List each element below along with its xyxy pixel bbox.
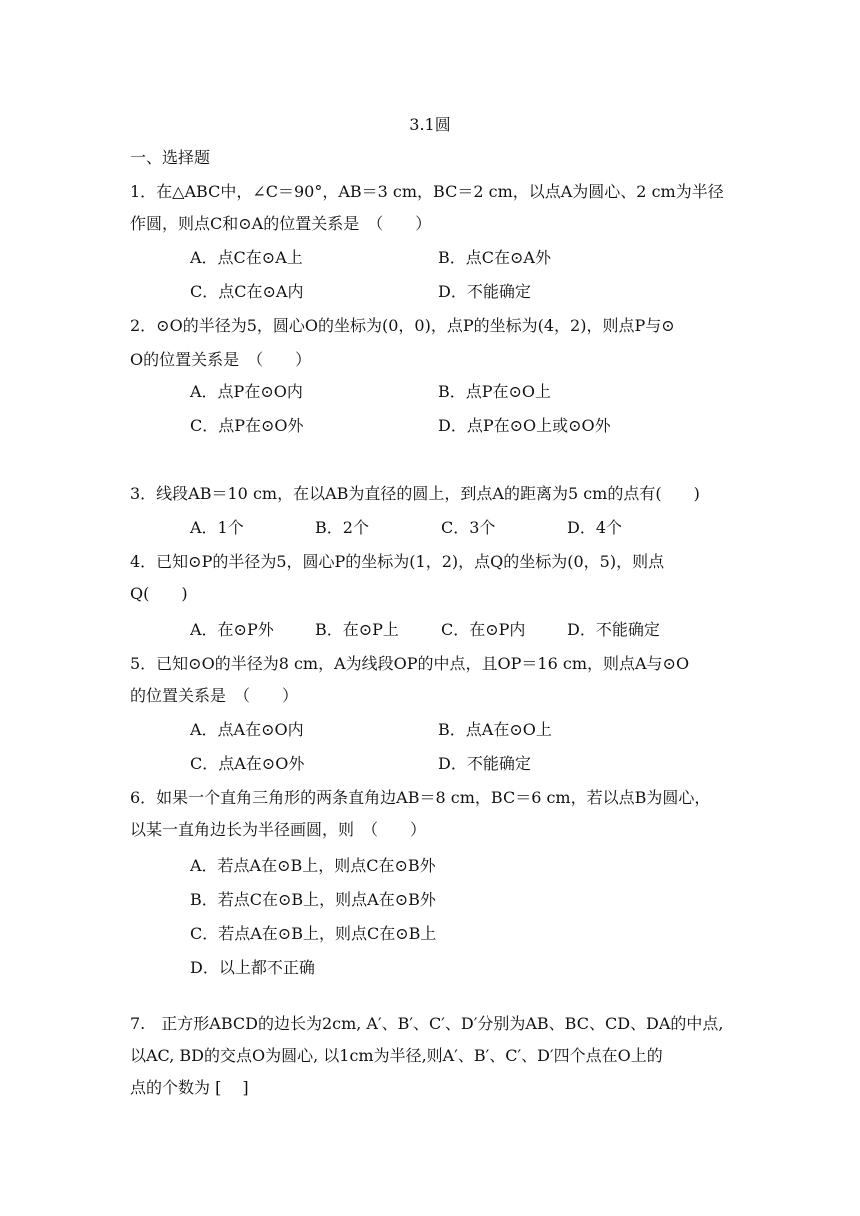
question-7-line-2: 以AC, BD的交点O为圆心, 以1cm为半径,则A′、B′、C′、D′四个点在O上的 <box>130 1046 663 1065</box>
question-3-option-b: B．2个 <box>315 518 369 537</box>
question-4-option-a: A．在⊙P外 <box>190 620 274 639</box>
question-5-line-2: 的位置关系是 （ ） <box>130 686 299 705</box>
question-2-option-b: B．点P在⊙O上 <box>438 382 552 401</box>
question-1-line-1: 1．在△ABC中，∠C＝90°，AB＝3 cm，BC＝2 cm，以点A为圆心、2 cm为半径 <box>130 182 724 201</box>
question-1-option-a: A．点C在⊙A上 <box>190 248 303 267</box>
question-6-line-2: 以某一直角边长为半径画圆，则 （ ） <box>130 820 427 839</box>
question-6-line-1: 6．如果一个直角三角形的两条直角边AB＝8 cm，BC＝6 cm，若以点B为圆心， <box>130 788 711 807</box>
question-6-option-c: C．若点A在⊙B上，则点C在⊙B上 <box>190 924 437 943</box>
question-6-option-a: A．若点A在⊙B上，则点C在⊙B外 <box>190 856 436 875</box>
page-title: 3.1圆 <box>409 115 451 134</box>
question-1-option-d: D．不能确定 <box>438 282 531 301</box>
question-3-option-c: C．3个 <box>441 518 496 537</box>
question-5-option-d: D．不能确定 <box>438 754 531 773</box>
question-4-option-b: B．在⊙P上 <box>315 620 399 639</box>
question-2-option-a: A．点P在⊙O内 <box>190 382 303 401</box>
question-4-line-2: Q( ) <box>130 584 188 603</box>
question-7-line-1: 7. 正方形ABCD的边长为2cm, A′、B′、C′、D′分别为AB、BC、CD、DA的中点, <box>130 1014 724 1033</box>
section-heading: 一、选择题 <box>130 148 211 167</box>
question-4-option-d: D．不能确定 <box>567 620 660 639</box>
question-6-option-d: D．以上都不正确 <box>190 958 315 977</box>
question-2-line-1: 2．⊙O的半径为5，圆心O的坐标为(0，0)，点P的坐标为(4，2)，则点P与⊙ <box>130 316 675 335</box>
question-3-option-a: A．1个 <box>190 518 244 537</box>
question-4-line-1: 4．已知⊙P的半径为5，圆心P的坐标为(1，2)，点Q的坐标为(0，5)，则点 <box>130 552 665 571</box>
question-1-line-2: 作圆，则点C和⊙A的位置关系是 （ ） <box>130 214 432 233</box>
question-2-option-d: D．点P在⊙O上或⊙O外 <box>438 416 611 435</box>
question-4-option-c: C．在⊙P内 <box>441 620 526 639</box>
question-1-option-c: C．点C在⊙A内 <box>190 282 304 301</box>
question-5-line-1: 5．已知⊙O的半径为8 cm，A为线段OP的中点，且OP＝16 cm，则点A与⊙O <box>130 654 690 673</box>
question-5-option-b: B．点A在⊙O上 <box>438 720 552 739</box>
question-5-option-a: A．点A在⊙O内 <box>190 720 304 739</box>
question-1-option-b: B．点C在⊙A外 <box>438 248 551 267</box>
question-6-option-b: B．若点C在⊙B上，则点A在⊙B外 <box>190 890 436 909</box>
question-2-option-c: C．点P在⊙O外 <box>190 416 304 435</box>
question-2-line-2: O的位置关系是 （ ） <box>130 350 312 369</box>
question-3-option-d: D．4个 <box>567 518 623 537</box>
question-3-line-1: 3．线段AB＝10 cm，在以AB为直径的圆上，到点A的距离为5 cm的点有( ) <box>130 484 700 503</box>
question-5-option-c: C．点A在⊙O外 <box>190 754 305 773</box>
question-7-line-3: 点的个数为 [ ] <box>130 1078 249 1097</box>
